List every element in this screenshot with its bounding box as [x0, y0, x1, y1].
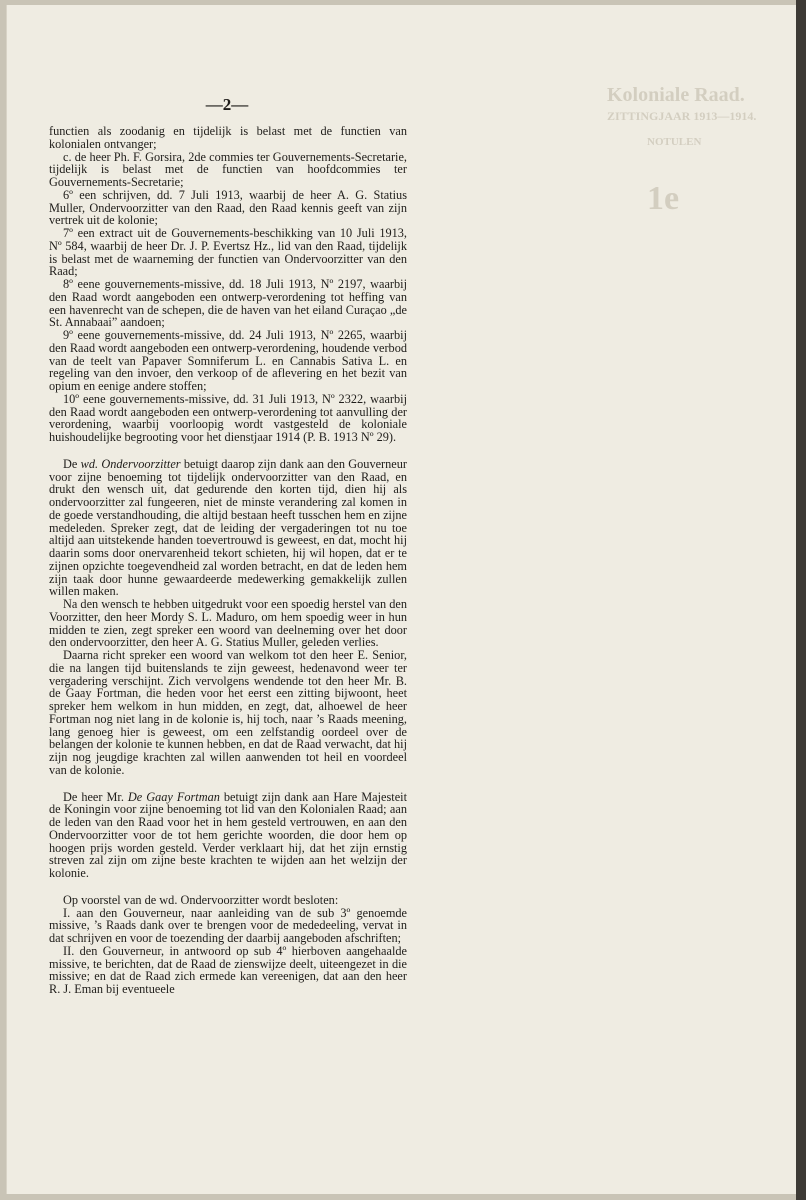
paragraph: 9º eene gouvernements-missive, dd. 24 Juli 1913, Nº 2265, waarbij den Raad wordt aangeboden een ontwerp-verordening, houdende verbod van de teelt van Papaver Somniferum L. en Cannabis Sativa L. en regeling van den invoer, den verkoop of de aflevering en het bezit van opium en eenige andere stoffen; [49, 328, 407, 393]
text-rest: betuigt daarop zijn dank aan den Gouverneur voor zijne benoeming tot tijdelijk ondervoorzitter van den Raad, en drukt den wensch uit, dat gedurende den korten tijd, dien hij als ondervoorzitter zal fungeeren, niet de minste verandering zal komen in de goede verstandhouding, die altijd bestaan heeft tusschen hem en zijne medeleden. Spreker zegt, dat de leiding der vergaderingen tot nu toe altijd aan uitstekende handen toevertrouwd is geweest, en dat, mocht hij daarin soms door onervarenheid tekort schieten, hij wil hopen, dat er te zijnen opzichte toegevendheid zal worden betracht, en dat de leden hem zijn taak door hunne gewaardeerde medewerking gemakkelijk zullen willen maken. [49, 456, 407, 599]
paragraph-ondervoorzitter [49, 458, 407, 598]
scan-edge [796, 0, 806, 1200]
paragraph: 10º eene gouvernements-missive, dd. 31 Juli 1913, Nº 2322, waarbij den Raad wordt aangeboden een ontwerp-verordening tot aanvulling der verordening, waarbij voorloopig wordt vastgesteld de koloniale huishoudelijke begrooting voor het dienstjaar 1914 (P. B. 1913 Nº 29). [49, 391, 407, 444]
paragraph: 7º een extract uit de Gouvernements-beschikking van 10 Juli 1913, Nº 584, waarbij de heer Dr. J. P. Evertsz Hz., lid van den Raad, tijdelijk is belast met de waarneming der functien van Ondervoorzitter van den Raad; [49, 226, 407, 279]
paragraph-fortman [49, 791, 407, 880]
bleed-through-text [607, 84, 797, 217]
document-page [6, 5, 800, 1194]
text-rest: betuigt zijn dank aan Hare Majesteit de Koningin voor zijne benoeming tot lid van den Kolonialen Raad; aan de leden van den Raad voor het in hem gesteld vertrouwen, en aan den Ondervoorzitter voor de tot hem gerichte woorden, die door hem op hoogen prijs worden gesteld. Verder verklaart hij, dat het zijn ernstig streven zal zijn om zijne beste krachten te wijden aan het welzijn der kolonie. [49, 789, 407, 880]
text-prefix: De heer Mr. [63, 789, 128, 804]
bleed-line-2: ZITTINGJAAR 1913—1914. [607, 109, 757, 123]
bleed-line-1: Koloniale Raad. [607, 84, 745, 106]
paragraph: 8º eene gouvernements-missive, dd. 18 Juli 1913, Nº 2197, waarbij den Raad wordt aangeboden een ontwerp-verordening tot heffing van een havenrecht van de schepen, die de haven van het eiland Curaçao „de St. Annabaai” aandoen; [49, 277, 407, 330]
besluit-item: II. den Gouverneur, in antwoord op sub 4º hierboven aangehaalde missive, te berichten, dat de Raad de zienswijze deelt, uiteengezet in die missive; en dat de Raad zich ermede kan vereenigen, dat aan den heer R. J. Eman bij eventueele [49, 943, 407, 996]
paragraph: c. de heer Ph. F. Gorsira, 2de commies ter Gouvernements-Secretarie, tijdelijk is belast met de functien van hoofdcommies ter Gouvernements-Secretarie; [49, 149, 407, 189]
paragraph: Na den wensch te hebben uitgedrukt voor een spoedig herstel van den Voorzitter, den heer Mordy S. L. Maduro, om hem spoedig weer in hun midden te zien, zegt spreker een woord van deelneming over het door den ondervoorzitter, den heer A. G. Statius Muller, geleden verlies. [49, 597, 407, 650]
speaker-name: wd. Ondervoorzitter [80, 456, 181, 471]
bleed-line-4: 1e [647, 180, 680, 217]
besluit-intro: Op voorstel van de wd. Ondervoorzitter wordt besloten: [63, 892, 339, 907]
page-number: —2— [205, 95, 249, 114]
text-prefix: De [63, 456, 81, 471]
paragraph: 6º een schrijven, dd. 7 Juli 1913, waarbij de heer A. G. Statius Muller, Ondervoorzitter van den Raad, den Raad kennis geeft van zijn vertrek uit de kolonie; [49, 187, 407, 228]
besluit-item: I. aan den Gouverneur, naar aanleiding van de sub 3º genoemde missive, ’s Raads dank over te brengen voor de mededeeling, vervat in dat schrijven en voor de toezending der daarbij aangeboden afschriften; [49, 905, 407, 945]
paragraph: Daarna richt spreker een woord van welkom tot den heer E. Senior, die na langen tijd buitenslands te zijn geweest, hedenavond weer ter vergadering verschijnt. Zich vervolgens wendende tot den heer Mr. B. de Gaay Fortman, die heden voor het eerst een zitting bijwoont, heet spreker hem welkom in hun midden, en zegt, dat, alhoewel de heer Fortman nog niet lang in de kolonie is, hij toch, naar ’s Raads meening, lang genoeg hier is geweest, om een zelfstandig oordeel over de belangen der kolonie te kunnen hebben, en dat de Raad verwacht, dat hij zijn nog jeugdige krachten zal willen aanwenden tot heil en voordeel van de kolonie. [49, 648, 407, 777]
body-text [49, 125, 407, 996]
speaker-name: De Gaay Fortman [127, 789, 220, 804]
paragraph: functien als zoodanig en tijdelijk is belast met de functien van kolonialen ontvanger; [49, 124, 407, 151]
bleed-line-3: NOTULEN [647, 135, 702, 148]
